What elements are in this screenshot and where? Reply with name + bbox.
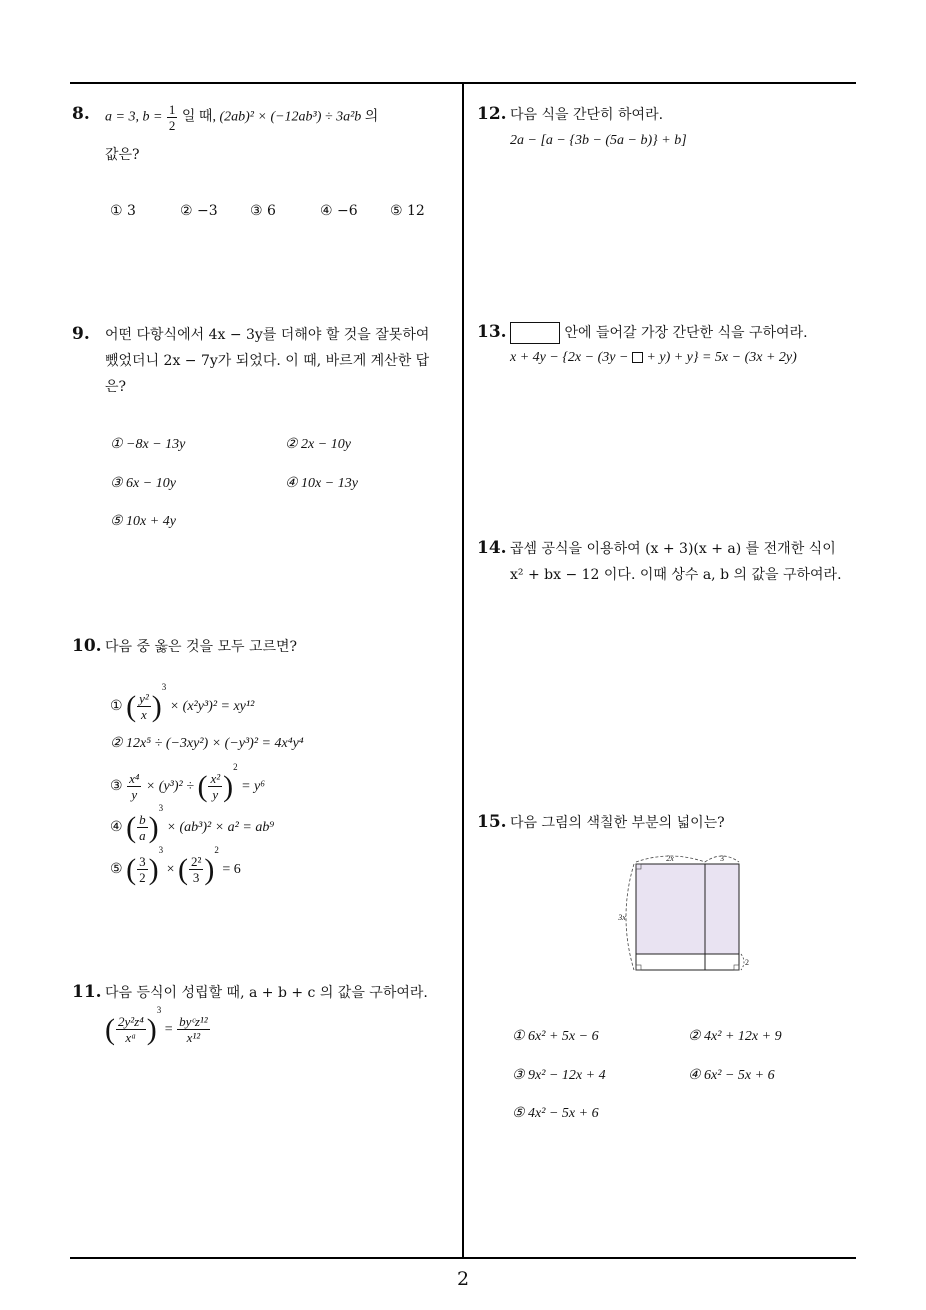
choice-2[interactable]: ② 4x² + 12x + 9 <box>688 1029 782 1044</box>
area-figure <box>612 848 762 978</box>
question-text: 다음 식을 간단히 하여라. <box>510 107 664 123</box>
question-text <box>510 320 808 346</box>
choice-4[interactable]: ④ 6x² − 5x + 6 <box>688 1068 775 1083</box>
bottom-rule <box>70 1257 856 1259</box>
expression: (2ab)² × (−12ab³) ÷ 3a²b <box>219 109 362 125</box>
shaded-region <box>636 864 739 954</box>
brace-left <box>626 864 634 970</box>
choice-1[interactable]: ① 3 <box>110 203 136 219</box>
question-text-line2: 값은? <box>105 147 140 163</box>
question-text: 다음 중 옳은 것을 모두 고르면? <box>105 639 298 655</box>
choice-4[interactable]: ④ ( $\frac{b}{a}$ )$^3$ × (ab³)² × a² = ab⁹ <box>110 803 275 844</box>
choice-3[interactable]: ③ 6x − 10y <box>110 476 176 491</box>
question-text-line2: x² + bx − 12 이다. 이때 상수 a, b 의 값을 구하여라. <box>510 567 842 583</box>
page-number: 2 <box>456 1268 470 1290</box>
brace-right <box>741 954 744 970</box>
blank-square <box>632 352 643 363</box>
answer-box[interactable] <box>510 322 560 344</box>
choice-1[interactable]: ① 6x² + 5x − 6 <box>512 1029 599 1044</box>
choice-4[interactable]: ④ 10x − 13y <box>285 476 358 491</box>
question-text-line1: 곱셈 공식을 이용하여 (x + 3)(x + a) 를 전개한 식이 <box>510 541 836 557</box>
question-number: 13. <box>477 322 507 342</box>
question-text <box>105 102 455 133</box>
expression: 2a − [a − {3b − (5a − b)} + b] <box>510 133 687 148</box>
question-number: 10. <box>72 636 102 656</box>
choice-3[interactable]: ③ $\frac{\text{x⁴}}{y}$ × (y³)² ÷ ( $\frac{\text{x²}}{y}$ )$^2$ = y⁶ <box>110 762 266 803</box>
question-number: 12. <box>477 104 507 124</box>
equation: x + 4y − {2x − (3y − + y) + y} = 5x − (3x + 2y) <box>510 350 797 365</box>
choice-1[interactable]: ① −8x − 13y <box>110 437 186 452</box>
label-3: 3 <box>720 854 724 863</box>
fraction-half: $\frac{1}{2}$ <box>168 102 176 133</box>
label-2x: 2x <box>666 854 674 863</box>
condition: a = 3, b = <box>105 109 163 125</box>
choice-3[interactable]: ③ 9x² − 12x + 4 <box>512 1068 606 1083</box>
question-text-line1: 어떤 다항식에서 4x − 3y를 더해야 할 것을 잘못하여 <box>105 327 430 343</box>
when-text: 일 때, <box>181 109 216 125</box>
equation: ( $\frac{\text{2y²z⁴}}{\text{xᵃ}}$ )$^3$ = $\frac{\text{byᶜz¹²}}{\text{x¹²}}$ <box>105 1005 208 1046</box>
choice-1[interactable]: ① ( $\frac{\text{y²}}{x}$ )$^3$ × (x²y³)² = xy¹² <box>110 682 255 723</box>
choice-3[interactable]: ③ 6 <box>250 203 276 219</box>
question-text-body: 안에 들어갈 가장 간단한 식을 구하여라. <box>564 325 808 341</box>
question-number: 14. <box>477 538 507 558</box>
question-number: 8. <box>72 104 90 124</box>
question-text: 다음 등식이 성립할 때, a + b + c 의 값을 구하여라. <box>105 985 428 1001</box>
question-number: 15. <box>477 812 507 832</box>
question-text: 다음 그림의 색칠한 부분의 넓이는? <box>510 815 725 831</box>
choice-2[interactable]: ② −3 <box>180 203 218 219</box>
choice-5[interactable]: ⑤ 4x² − 5x + 6 <box>512 1106 599 1121</box>
tail-text: 의 <box>364 109 379 125</box>
question-number: 9. <box>72 324 90 344</box>
choice-5[interactable]: ⑤ 12 <box>390 203 425 219</box>
column-divider <box>462 82 464 1258</box>
label-2: 2 <box>745 958 749 967</box>
choice-2[interactable]: ② 2x − 10y <box>285 437 351 452</box>
choice-2[interactable]: ② 12x⁵ ÷ (−3xy²) × (−y³)² = 4x⁴y⁴ <box>110 736 304 751</box>
question-number: 11. <box>72 982 102 1002</box>
label-3x: 3x <box>618 913 626 922</box>
choice-5[interactable]: ⑤ 10x + 4y <box>110 514 176 529</box>
choice-5[interactable]: ⑤ ( $\frac{3}{2}$ )$^3$ × ( $\frac{\text{2²}}{3}$ )$^2$ = 6 <box>110 845 241 886</box>
question-text-line3: 은? <box>105 379 127 395</box>
choice-4[interactable]: ④ −6 <box>320 203 358 219</box>
question-text-line2: 뺐었더니 2x − 7y가 되었다. 이 때, 바르게 계산한 답 <box>105 353 430 369</box>
